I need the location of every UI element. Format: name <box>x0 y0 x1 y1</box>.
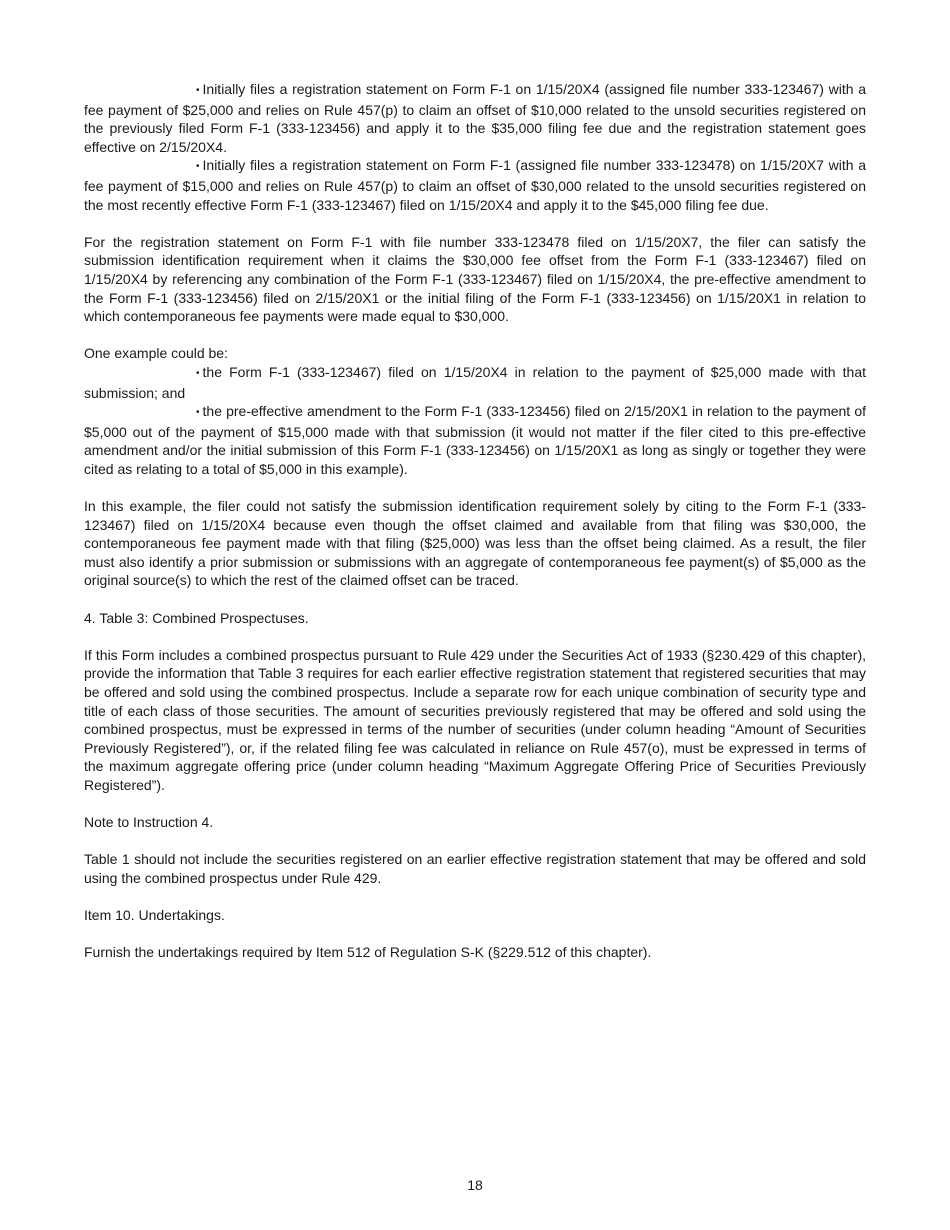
bullet-text: Initially files a registration statement on Form F-1 (assigned file number 333-123478) on 1/15/20X7 with a fee payment of $15,000 and relies on Rule 457(p) to claim an offset of $30,000 related to the unsold securities registered on the most recently effective Form F-1 (333-123467) filed on 1/15/20X4 and apply it to the $45,000 filing fee due. <box>84 157 866 213</box>
note-text: Table 1 should not include the securities registered on an earlier effective registration statement that may be offered and sold using the combined prospectus under Rule 429. <box>84 851 866 886</box>
bullet-icon: • <box>196 85 200 96</box>
bullet-icon: • <box>196 407 200 419</box>
item10-heading: Item 10. Undertakings. <box>84 907 225 924</box>
spacer <box>84 214 866 233</box>
bullet-text: the Form F-1 (333-123467) filed on 1/15/20X4 in relation to the payment of $25,000 made with that submission; and <box>84 363 866 401</box>
item10-text: Furnish the undertakings required by Item 512 of Regulation S-K (§229.512 of this chapter). <box>84 944 652 961</box>
bullet-text: the pre-effective amendment to the Form F-1 (333-123456) filed on 2/15/20X1 in relation to the payment of $5,000 out of the payment of $15,000 made with that submission (it would not matter if the filer cited to this pre-effective amendment and/or the initial submission of this Form F-1 (333-123456) on 1/15/20X1 as long as singly or together they were cited as relating to a total of $5,000 in this example). <box>84 403 866 477</box>
bullet-item <box>84 402 866 478</box>
bullet-icon: • <box>196 367 200 379</box>
bullet-item <box>84 156 866 214</box>
document-body <box>84 80 866 981</box>
bullet-text: Initially files a registration statement on Form F-1 on 1/15/20X4 (assigned file number 333-123467) with a fee payment of $25,000 and relies on Rule 457(p) to claim an offset of $10,000 related to the unsold securities registered on the previously filed Form F-1 (333-123456) and apply it to the $35,000 filing fee due and the registration statement goes effective on 2/15/20X4. <box>84 81 866 155</box>
note-heading: Note to Instruction 4. <box>84 814 214 831</box>
paragraph-one-example: One example could be: <box>84 345 228 362</box>
spacer <box>84 478 866 497</box>
bullet-item <box>84 80 866 156</box>
page-number: 18 <box>467 1177 483 1193</box>
bullet-item <box>84 363 866 402</box>
paragraph-registration: For the registration statement on Form F-1 with file number 333-123478 filed on 1/15/20X7, the filer can satisfy the submission identification requirement when it claims the $30,000 fee offset from the Form F-1 (333-123467) filed on 1/15/20X4 by referencing any combination of the Form F-1 (333-123467) filed on 1/15/20X4, the pre-effective amendment to the Form F-1 (333-123456) filed on 2/15/20X1 or the initial filing of the Form F-1 (333-123456) on 1/15/20X1 in relation to which contemporaneous fee payments were made equal to $30,000. <box>84 233 866 325</box>
paragraph-example: In this example, the filer could not satisfy the submission identification requirement solely by citing to the Form F-1 (333-123467) filed on 1/15/20X4 because even though the offset claimed and available from that filing was $30,000, the contemporaneous fee payment made with that filing ($25,000) was less than the offset being claimed. As a result, the filer must also identify a prior submission or submissions with an aggregate of contemporaneous fee payment(s) of $5,000 as the original source(s) to which the rest of the claimed offset can be traced. <box>84 498 866 589</box>
section-heading-table3: 4. Table 3: Combined Prospectuses. <box>84 609 309 626</box>
bullet-icon: • <box>196 161 200 173</box>
paragraph-table3: If this Form includes a combined prospectus pursuant to Rule 429 under the Securities Act of 1933 (§230.429 of this chapter), provide the information that Table 3 requires for each earlier effective registration statement that registered securities that may be offered and sold using the combined prospectus. Include a separate row for each unique combination of security type and title of each class of those securities. The amount of securities previously registered that may be offered and sold using the combined prospectus, must be expressed in terms of the number of securities (under column heading “Amount of Securities Previously Registered”), or, if the related filing fee was calculated in reliance on Rule 457(o), must be expressed in terms of the maximum aggregate offering price (under column heading “Maximum Aggregate Offering Price of Securities Previously Registered”). <box>84 646 866 793</box>
